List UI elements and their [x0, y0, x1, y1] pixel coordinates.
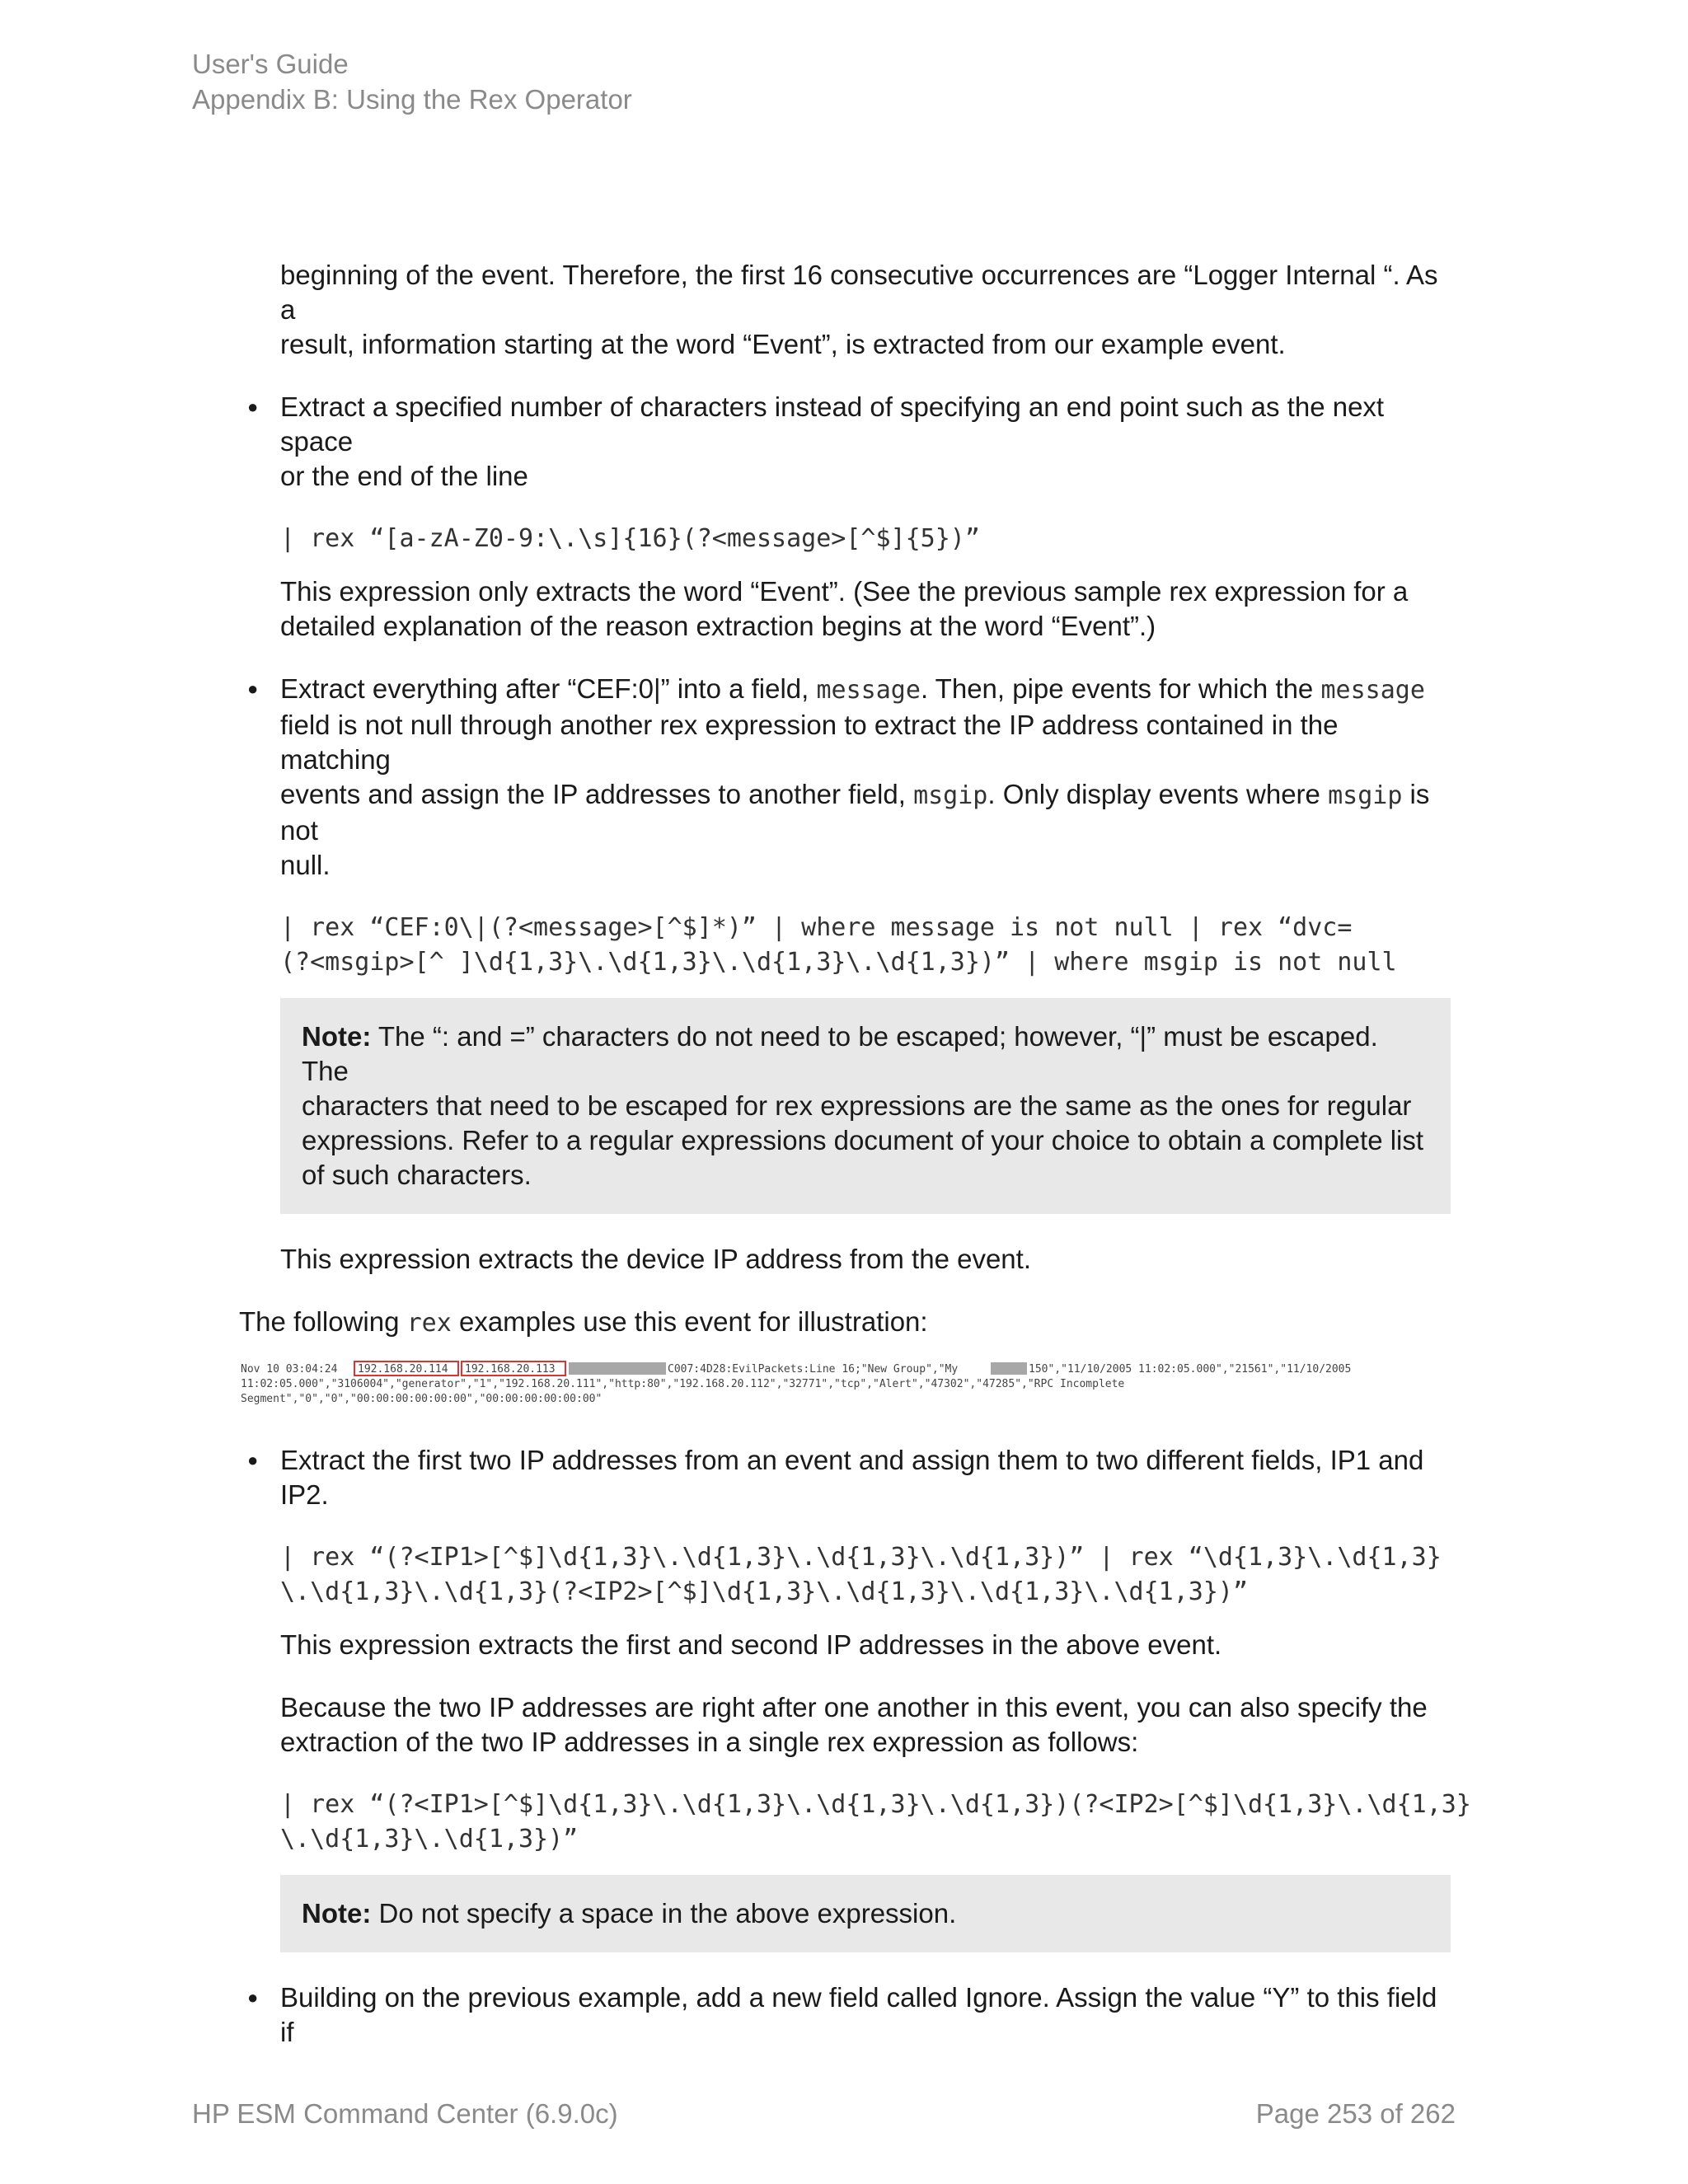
svg-text:11:02:05.000","3106004","gener: 11:02:05.000","3106004","generator","1","192.168.20.111","http:80","192.168.20.112","32771","tcp","Alert","47302","47285","RPC Incomplete [241, 1378, 1125, 1390]
list-item [239, 672, 1451, 883]
code-block: | rex “(?<IP1>[^$]\d{1,3}\.\d{1,3}\.\d{1,3}\.\d{1,3})” | rex “\d{1,3}\.\d{1,3} \.\d{1,3}\.\d{1,3}(?<IP2>[^$]\d{1,3}\.\d{1,3}\.\d{1,3}\.\d{1,3})” [280, 1543, 1442, 1606]
list-item [239, 1443, 1451, 1512]
note-label: Note: [302, 1898, 372, 1929]
note-label: Note: [302, 1021, 372, 1052]
bullet-icon: ● [247, 1450, 259, 1470]
paragraph: beginning of the event. Therefore, the first 16 consecutive occurrences are “Logger Internal “. As a result, information starting at the word “Event”, is extracted from our example event. [280, 260, 1438, 359]
list-item [239, 390, 1451, 494]
footer-page-number: Page 253 of 262 [1255, 2098, 1456, 2129]
bullet-text: Extract the first two IP addresses from an event and assign them to two different fields, IP1 and IP2. [280, 1445, 1424, 1510]
svg-text:192.168.20.113: 192.168.20.113 [465, 1363, 556, 1376]
paragraph: Because the two IP addresses are right after one another in this event, you can also specify the extraction of the two IP addresses in a single rex expression as follows: [280, 1692, 1428, 1757]
svg-text:192.168.20.114: 192.168.20.114 [358, 1363, 448, 1376]
bullet-icon: ● [247, 678, 259, 699]
svg-text:Segment","0","0","00:00:00:00:: Segment","0","0","00:00:00:00:00:00","00:00:00:00:00:00" [241, 1393, 603, 1405]
paragraph: This expression extracts the first and second IP addresses in the above event. [280, 1629, 1222, 1660]
footer-product: HP ESM Command Center (6.9.0c) [192, 2098, 618, 2129]
paragraph: The following rex examples use this event for illustration: [239, 1306, 928, 1338]
paragraph: This expression only extracts the word “Event”. (See the previous sample rex expression for a detailed explanation of the reason extraction begins at the word “Event”.) [280, 576, 1409, 641]
svg-text:150","11/10/2005 11:02:05.000": 150","11/10/2005 11:02:05.000","21561","11/10/2005 [1029, 1363, 1352, 1376]
svg-text:Nov 10 03:04:24: Nov 10 03:04:24 [241, 1363, 338, 1376]
page-footer [192, 2098, 1456, 2130]
note-box: Note: Do not specify a space in the above expression. [280, 1875, 1451, 1952]
code-block: | rex “[a-zA-Z0-9:\.\s]{16}(?<message>[^$]{5})” [280, 524, 980, 553]
bullet-text: Building on the previous example, add a new field called Ignore. Assign the value “Y” to this field if [280, 1982, 1437, 2047]
code-block: | rex “(?<IP1>[^$]\d{1,3}\.\d{1,3}\.\d{1,3}\.\d{1,3})(?<IP2>[^$]\d{1,3}\.\d{1,3} \.\d{1,3}\.\d{1,3})” [280, 1790, 1471, 1854]
bullet-icon: ● [247, 396, 259, 417]
event-sample-image [239, 1359, 1422, 1407]
page-content [239, 258, 1471, 2050]
page-header [192, 46, 632, 117]
bullet-icon: ● [247, 1987, 259, 2008]
svg-text:C007:4D28:EvilPackets:Line 16;: C007:4D28:EvilPackets:Line 16;"New Group","My [668, 1363, 959, 1376]
header-guide-title: User's Guide [192, 49, 349, 79]
bullet-text: Extract a specified number of characters instead of specifying an end point such as the next space or the end of the line [280, 391, 1385, 491]
header-section-title: Appendix B: Using the Rex Operator [192, 84, 632, 115]
paragraph: This expression extracts the device IP address from the event. [280, 1244, 1031, 1274]
bullet-text: Extract everything after “CEF:0|” into a field, message. Then, pipe events for which the message field is not null through another rex expression to extract the IP address contained in the matching events and assign the IP addresses to another field, msgip. Only display events where msgip is not null. [280, 673, 1430, 880]
note-box: Note: The “: and =” characters do not need to be escaped; however, “|” must be escaped. The characters that need to be escaped for rex expressions are the same as the ones for regular expressions. Refer to a regular expressions document of your choice to obtain a complete list of such characters. [280, 998, 1451, 1214]
list-item [239, 1980, 1451, 2050]
code-block: | rex “CEF:0\|(?<message>[^$]*)” | where message is not null | rex “dvc= (?<msgip>[^ ]\d{1,3}\.\d{1,3}\.\d{1,3}\.\d{1,3})” | where msgip is not null [280, 913, 1397, 977]
